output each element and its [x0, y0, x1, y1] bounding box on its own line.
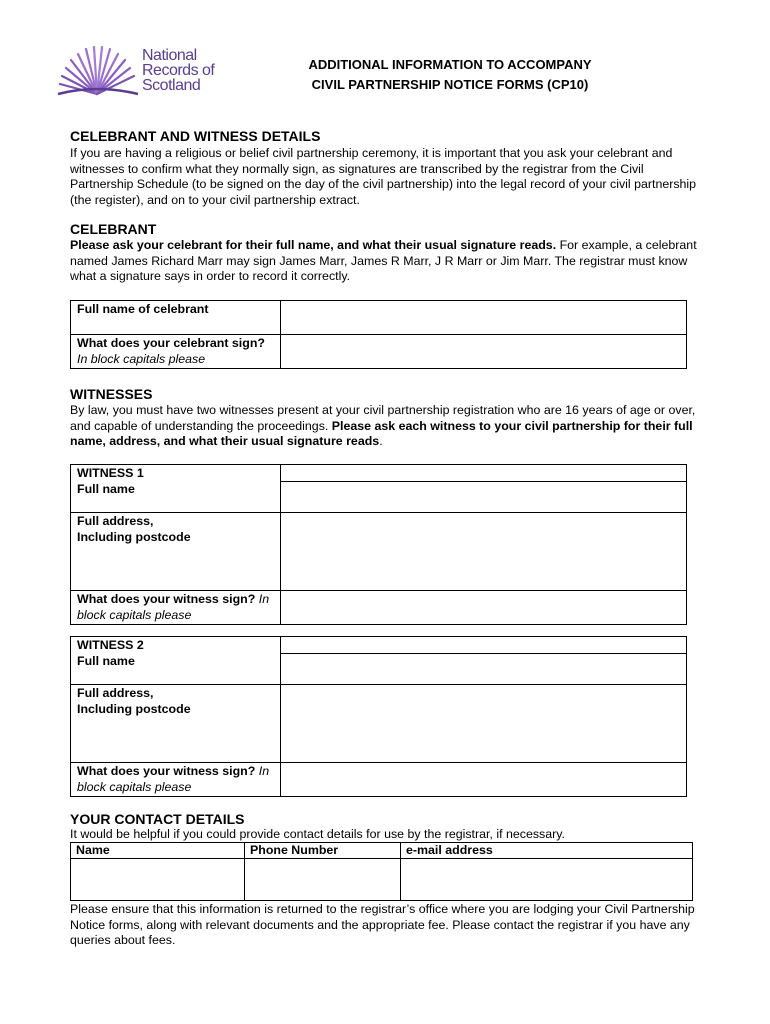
celebrant-signature-field[interactable]	[281, 335, 687, 369]
witness-1-address-label	[71, 513, 281, 591]
witness-1-address-field[interactable]	[281, 513, 687, 591]
witness-2-name-label	[71, 637, 281, 685]
witness-1-top-strip	[281, 465, 686, 482]
title-line-1: ADDITIONAL INFORMATION TO ACCOMPANY	[308, 57, 592, 72]
contact-col-email: e-mail address	[401, 843, 693, 859]
witness-2-sign-label	[71, 763, 281, 797]
contact-email-field[interactable]	[401, 859, 693, 901]
celebrant-full-name-field[interactable]	[281, 301, 687, 335]
celebrant-intro-bold: Please ask your celebrant for their full name, and what their usual signature reads.	[70, 238, 557, 252]
witness-2-full-name-field[interactable]	[281, 654, 686, 684]
witnesses-intro-start: By law, you must have two witnesses present at your civil partnership registration who are 16 years of age or over, and capable of understanding the proceedings.	[70, 403, 696, 433]
section-heading-witnesses: WITNESSES	[70, 386, 153, 402]
witness-2-signature-field[interactable]	[281, 763, 687, 797]
witness-2-full-name-label: Full name	[77, 653, 135, 668]
celebrant-full-name-label: Full name of celebrant	[71, 301, 281, 335]
logo-line-3: Scotland	[142, 77, 201, 94]
witness-1-sign-question: What does your witness sign?	[77, 592, 256, 606]
witness-1-title: WITNESS 1	[77, 466, 144, 480]
celebrant-intro	[70, 238, 710, 285]
celebrant-intro-rest: For example, a celebrant named James Richard Marr may sign James Marr, James R Marr, J R Marr or Jim Marr. The registrar must know what a signature says in order to record it correctly.	[70, 238, 697, 283]
witness-1-table	[70, 464, 687, 625]
contact-name-field[interactable]	[71, 859, 245, 901]
witness-2-address-field[interactable]	[281, 685, 687, 763]
celebrant-witness-intro: If you are having a religious or belief civil partnership ceremony, it is important that you ask your celebrant and witnesses to confirm what they normally sign, as signatures are transcribed by the registrar from the Civil Partnership Schedule (to be signed on the day of the civil partnership) into the legal record of your civil partnership (the register), and on to your civil partnership extract.	[70, 146, 697, 207]
witness-2-sign-question: What does your witness sign?	[77, 764, 256, 778]
witness-1-address-line-1: Full address,	[77, 514, 154, 528]
witnesses-intro-bold: Please ask each witness to your civil partnership for their full name, address, and what their usual signature reads	[70, 418, 693, 448]
celebrant-sign-label	[71, 335, 281, 369]
witness-2-name-cell	[281, 637, 687, 685]
witnesses-intro-end: .	[379, 434, 383, 448]
celebrant-table	[70, 300, 687, 369]
logo-line-1: National	[142, 47, 197, 64]
celebrant-sign-question: What does your celebrant sign?	[77, 336, 265, 350]
witness-1-sign-hint: In block capitals please	[77, 592, 270, 622]
logo-line-2: Records of	[142, 62, 215, 79]
witness-1-sign-label	[71, 591, 281, 625]
witness-1-name-label	[71, 465, 281, 513]
witness-2-address-line-2: Including postcode	[77, 701, 191, 716]
witness-2-address-label	[71, 685, 281, 763]
contact-table	[70, 842, 693, 901]
witness-1-full-name-field[interactable]	[281, 482, 686, 512]
witness-2-title: WITNESS 2	[77, 638, 144, 652]
witnesses-intro	[70, 403, 710, 450]
witness-2-top-strip	[281, 637, 686, 654]
footer-note: Please ensure that this information is returned to the registrar’s office where you are lodging your Civil Partnership Notice forms, along with relevant documents and the appropriate fee. Please contact the registrar if you have any queries about fees.	[70, 902, 695, 947]
witness-1-address-line-2: Including postcode	[77, 529, 191, 544]
contact-intro: It would be helpful if you could provide contact details for use by the registrar, if necessary.	[70, 827, 565, 841]
nrs-logo-wordmark	[142, 48, 214, 93]
nrs-logo	[54, 44, 224, 100]
witness-1-signature-field[interactable]	[281, 591, 687, 625]
contact-col-name: Name	[71, 843, 245, 859]
section-heading-contact: YOUR CONTACT DETAILS	[70, 811, 245, 827]
witness-2-sign-hint: In block capitals please	[77, 764, 270, 794]
celebrant-sign-hint: In block capitals please	[77, 351, 206, 366]
witness-2-address-line-1: Full address,	[77, 686, 154, 700]
title-line-2: CIVIL PARTNERSHIP NOTICE FORMS (CP10)	[311, 77, 589, 92]
section-heading-celebrant-witness: CELEBRANT AND WITNESS DETAILS	[70, 128, 321, 144]
nrs-logo-fan-icon	[54, 44, 140, 100]
witness-1-full-name-label: Full name	[77, 481, 135, 496]
document-title	[250, 55, 650, 95]
section-heading-celebrant: CELEBRANT	[70, 221, 157, 237]
witness-1-name-cell	[281, 465, 687, 513]
witness-2-table	[70, 636, 687, 797]
contact-phone-field[interactable]	[245, 859, 401, 901]
contact-col-phone: Phone Number	[245, 843, 401, 859]
